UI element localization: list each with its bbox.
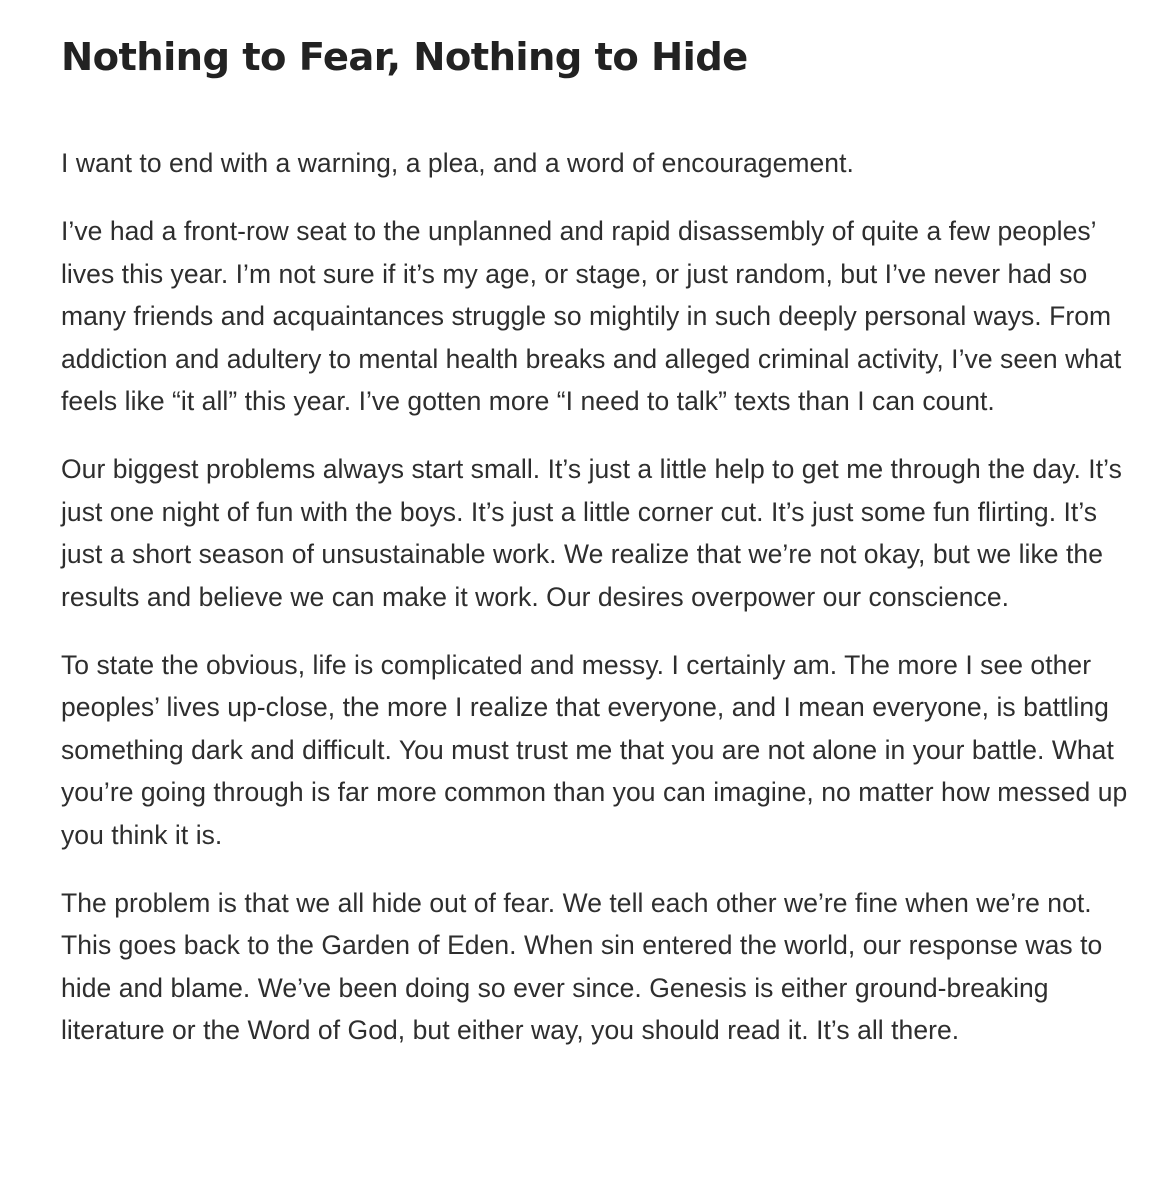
paragraph: I want to end with a warning, a plea, and a word of encouragement. — [61, 148, 854, 178]
article — [61, 32, 1141, 1077]
paragraph: To state the obvious, life is complicated and messy. I certainly am. The more I see other peoples’ lives up-close, the more I realize that everyone, and I mean everyone, is battling something dark and difficult. You must trust me that you are not alone in your battle. What you’re going through is far more common than you can imagine, no matter how messed up you think it is. — [61, 649, 1128, 850]
paragraph: The problem is that we all hide out of fear. We tell each other we’re fine when we’re not. This goes back to the Garden of Eden. When sin entered the world, our response was to hide and blame. We’ve been doing so ever since. Genesis is either ground-breaking literature or the Word of God, but either way, you should read it. It’s all there. — [61, 887, 1103, 1045]
paragraph: I’ve had a front-row seat to the unplanned and rapid disassembly of quite a few peoples’ lives this year. I’m not sure if it’s my age, or stage, or just random, but I’ve never had so many friends and acquaintances struggle so mightily in such deeply personal ways. From addiction and adultery to mental health breaks and alleged criminal activity, I’ve seen what feels like “it all” this year. I’ve gotten more “I need to talk” texts than I can count. — [61, 216, 1122, 416]
article-heading: Nothing to Fear, Nothing to Hide — [61, 35, 748, 80]
paragraph: Our biggest problems always start small. It’s just a little help to get me through the day. It’s just one night of fun with the boys. It’s just a little corner cut. It’s just some fun flirting. It’s just a short season of unsustainable work. We realize that we’re not okay, but we like the results and believe we can make it work. Our desires overpower our conscience. — [61, 454, 1122, 612]
article-body — [61, 142, 1141, 1052]
